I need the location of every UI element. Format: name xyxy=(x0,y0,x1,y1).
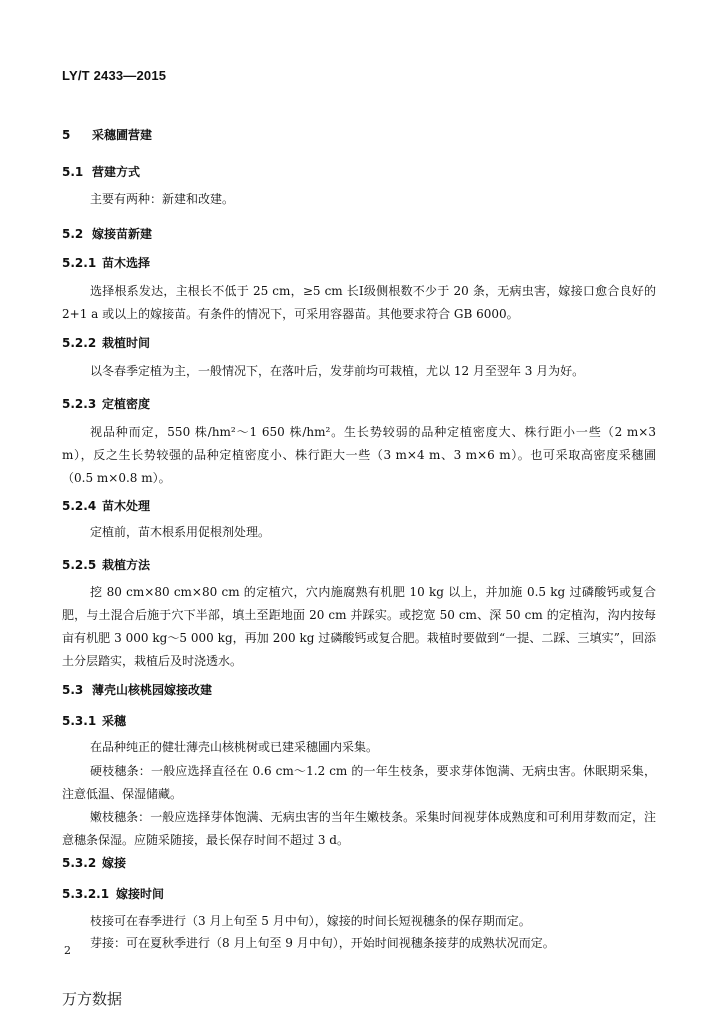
section-heading xyxy=(62,885,164,902)
section-title: 嫁接时间 xyxy=(116,887,165,901)
section-title: 定植密度 xyxy=(102,397,151,411)
section-title: 栽植时间 xyxy=(102,336,151,350)
section-number: 5.2.5 xyxy=(62,558,97,572)
paragraph: 芽接：可在夏秋季进行（8 月上旬至 9 月中旬），开始时间视穗条接芽的成熟状况而定。 xyxy=(90,936,555,950)
section-title: 嫁接苗新建 xyxy=(92,227,153,241)
paragraph: 选择根系发达，主根长不低于 25 cm，≥5 cm 长Ⅰ级侧根数不少于 20 条，无病虫害，嫁接口愈合良好的 2+1 a 或以上的嫁接苗。有条件的情况下，可采用容器苗。其他要求符合 GB 6000。 xyxy=(62,284,656,321)
section-number: 5.2.3 xyxy=(62,397,97,411)
section-number: 5.2.1 xyxy=(62,256,97,270)
section-title: 苗木处理 xyxy=(102,499,151,513)
watermark: 万方数据 xyxy=(62,990,123,1008)
section-heading xyxy=(62,254,150,271)
section-title: 栽植方法 xyxy=(102,558,151,572)
section-heading xyxy=(62,681,212,698)
section-heading xyxy=(62,334,150,351)
section-heading xyxy=(62,225,152,242)
paragraph: 以冬春季定植为主，一般情况下，在落叶后，发芽前均可栽植，尤以 12 月至翌年 3 月为好。 xyxy=(90,364,585,378)
section-heading xyxy=(62,126,152,143)
section-number: 5.2.4 xyxy=(62,499,97,513)
page-number: 2 xyxy=(64,944,71,957)
section-title: 采穗圃营建 xyxy=(92,128,153,142)
standard-code-header: LY/T 2433—2015 xyxy=(62,68,167,83)
section-number: 5 xyxy=(62,128,71,142)
section-heading xyxy=(62,556,150,573)
section-number: 5.2.2 xyxy=(62,336,97,350)
section-title: 营建方式 xyxy=(92,165,141,179)
section-number: 5.3.1 xyxy=(62,714,97,728)
section-heading xyxy=(62,395,150,412)
section-heading xyxy=(62,497,150,514)
section-number: 5.3 xyxy=(62,683,84,697)
section-number: 5.3.2.1 xyxy=(62,887,110,901)
section-title: 采穗 xyxy=(102,714,127,728)
section-title: 苗木选择 xyxy=(102,256,151,270)
section-number: 5.3.2 xyxy=(62,856,97,870)
section-title: 嫁接 xyxy=(102,856,127,870)
section-heading xyxy=(62,712,126,729)
paragraph: 硬枝穗条：一般应选择直径在 0.6 cm～1.2 cm 的一年生枝条，要求芽体饱满、无病虫害。休眠期采集，注意低温、保湿储藏。 xyxy=(62,764,656,801)
section-heading xyxy=(62,163,140,180)
section-number: 5.2 xyxy=(62,227,84,241)
section-title: 薄壳山核桃园嫁接改建 xyxy=(92,683,213,697)
paragraph: 定植前，苗木根系用促根剂处理。 xyxy=(90,525,271,539)
paragraph: 主要有两种：新建和改建。 xyxy=(90,192,235,206)
paragraph: 枝接可在春季进行（3 月上旬至 5 月中旬），嫁接的时间长短视穗条的保存期而定。 xyxy=(90,914,531,928)
paragraph: 视品种而定，550 株/hm²～1 650 株/hm²。生长势较弱的品种定植密度大、株行距小一些（2 m×3 m），反之生长势较强的品种定植密度小、株行距大一些（3 m×4 m、3 m×6 m）。也可采取高密度采穗圃（0.5 m×0.8 m）。 xyxy=(62,425,656,485)
paragraph: 在品种纯正的健壮薄壳山核桃树或已建采穗圃内采集。 xyxy=(90,740,379,754)
paragraph: 挖 80 cm×80 cm×80 cm 的定植穴，穴内施腐熟有机肥 10 kg 以上，并加施 0.5 kg 过磷酸钙或复合肥，与土混合后施于穴下半部，填土至距地面 20 cm 并踩实。或挖宽 50 cm、深 50 cm 的定植沟，沟内按每亩有机肥 3 000 kg～5 000 kg，再加 200 kg 过磷酸钙或复合肥。栽植时要做到“一提、二踩、三填实”，回添土分层踏实，栽植后及时浇透水。 xyxy=(62,585,656,668)
section-number: 5.1 xyxy=(62,165,84,179)
section-heading xyxy=(62,854,126,871)
paragraph: 嫩枝穗条：一般应选择芽体饱满、无病虫害的当年生嫩枝条。采集时间视芽体成熟度和可利用芽数而定，注意穗条保湿。应随采随接，最长保存时间不超过 3 d。 xyxy=(62,810,656,847)
